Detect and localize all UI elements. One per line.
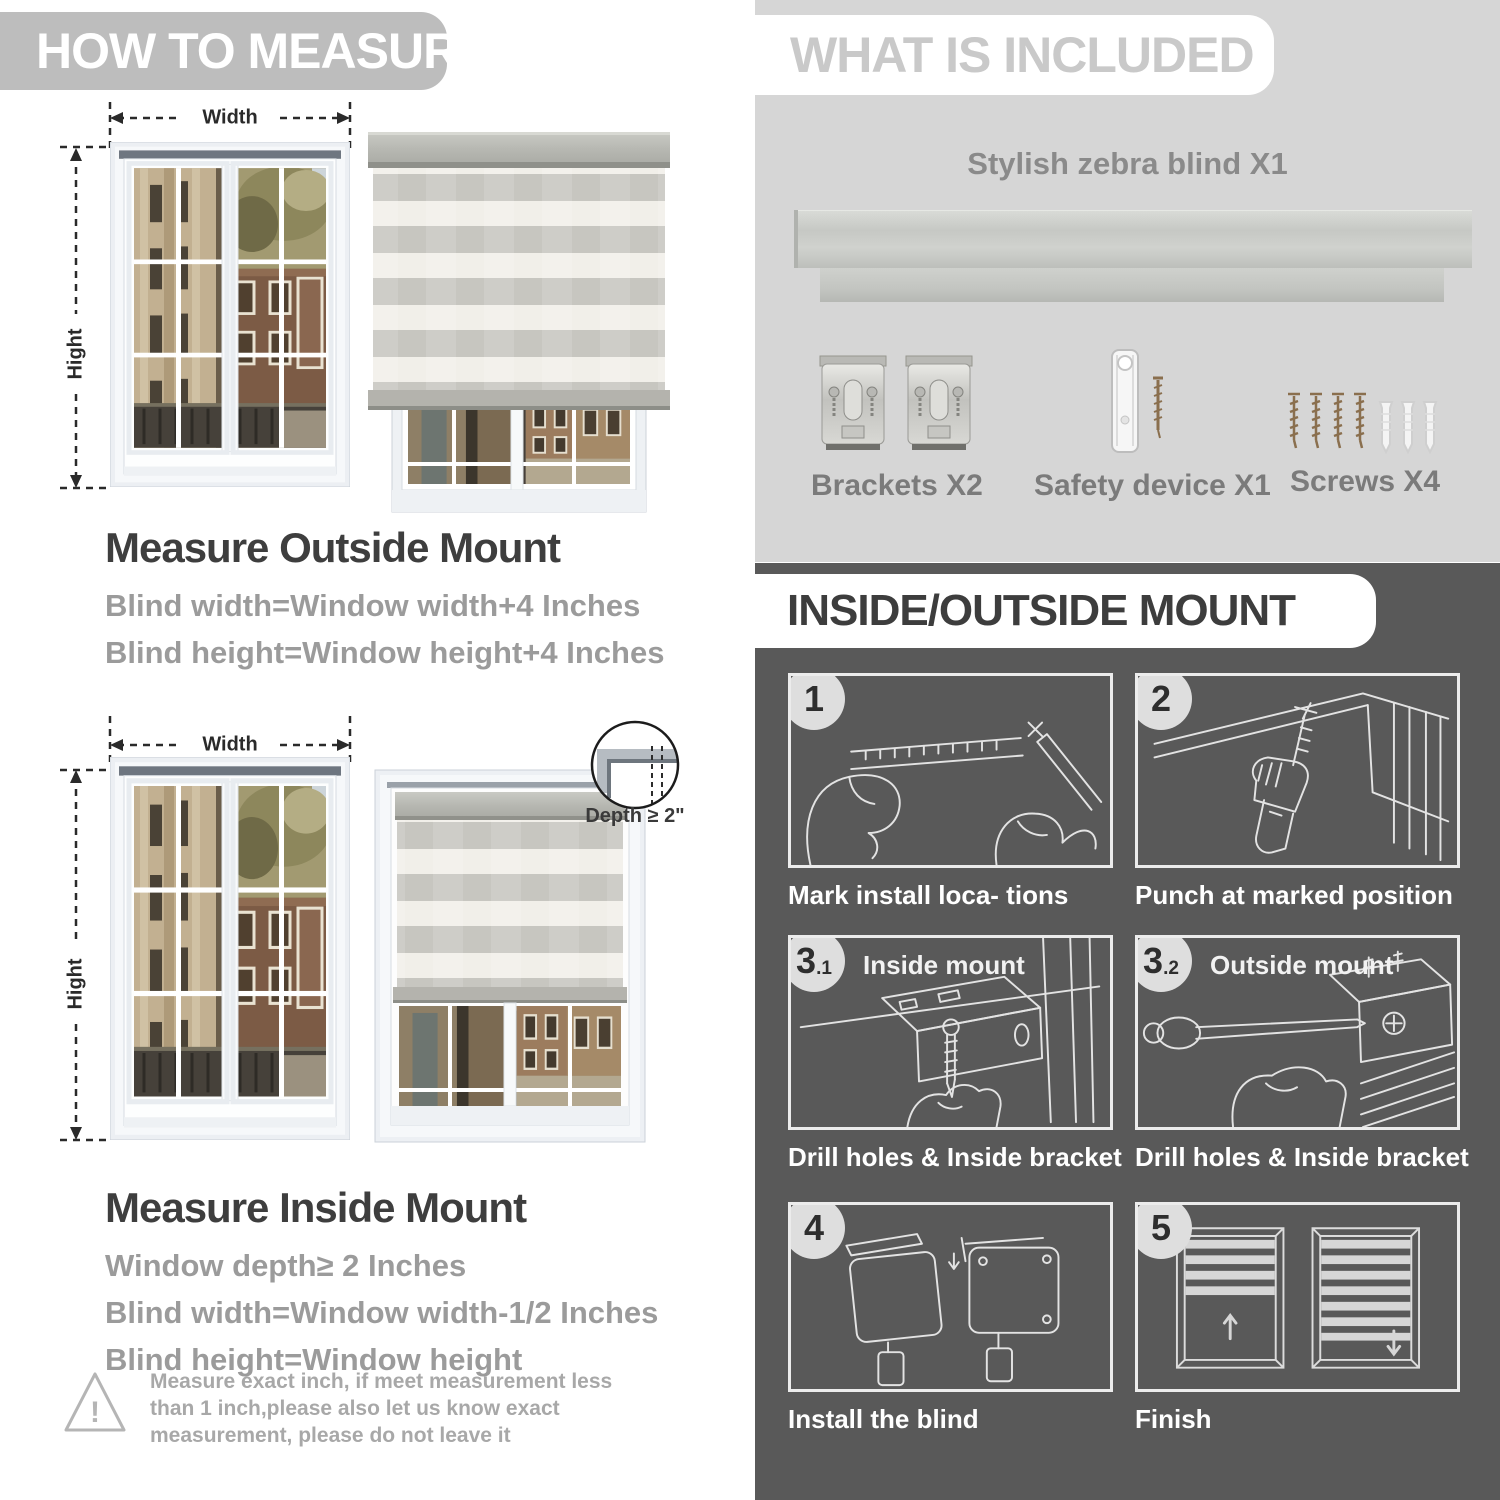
width-label: Width xyxy=(202,733,258,756)
step-3-1 xyxy=(788,935,1122,1173)
step-3-2 xyxy=(1135,935,1469,1173)
inside-mount-rule-depth: Window depth≥ 2 Inches xyxy=(105,1248,467,1283)
width-label: Width xyxy=(202,106,258,129)
safety-device-label: Safety device X1 xyxy=(1034,469,1271,502)
outside-mount-title: Measure Outside Mount xyxy=(105,524,561,571)
inside-mount-title: Measure Inside Mount xyxy=(105,1184,527,1231)
inside-outside-mount-header xyxy=(755,574,1376,648)
height-label: Hight xyxy=(64,328,87,380)
inside-mount-window-figure xyxy=(60,712,370,1148)
step-subnumber: .1 xyxy=(816,957,832,979)
safety-device-icon xyxy=(1074,346,1194,464)
step-3-1-title: Inside mount xyxy=(863,950,1025,980)
inside-outside-mount-panel xyxy=(755,563,1500,1500)
what-is-included-header xyxy=(755,15,1274,95)
step-4-illustration xyxy=(788,1202,1113,1392)
step-5 xyxy=(1135,1202,1460,1435)
screws-icon xyxy=(1280,388,1450,460)
inside-mount-rule-height: Blind height=Window height xyxy=(105,1342,523,1377)
brackets-item xyxy=(811,352,981,503)
step-5-illustration xyxy=(1135,1202,1460,1392)
brackets-icon xyxy=(816,352,976,464)
inside-outside-mount-title: INSIDE/OUTSIDE MOUNT xyxy=(787,586,1296,635)
step-2-caption: Punch at marked position xyxy=(1135,880,1453,910)
step-2 xyxy=(1135,673,1460,911)
outside-mount-blind-figure xyxy=(368,122,670,514)
step-subnumber: .2 xyxy=(1163,957,1179,979)
step-number: 3 xyxy=(1143,940,1164,981)
step-3-2-title: Outside mount xyxy=(1210,950,1394,980)
inside-mount-blind-figure xyxy=(358,718,692,1150)
how-to-measure-header xyxy=(0,12,491,90)
warning-line-1: Measure exact inch, if meet measurement less xyxy=(150,1370,613,1393)
zebra-blind-headrail-image xyxy=(794,210,1472,268)
step-5-caption: Finish xyxy=(1135,1404,1212,1434)
step-2-illustration xyxy=(1135,673,1460,868)
step-3-1-caption: Drill holes & Inside bracket xyxy=(788,1142,1122,1172)
zebra-blind-headrail-fabric xyxy=(820,268,1444,302)
step-3-2-caption: Drill holes & Inside bracket xyxy=(1135,1142,1469,1172)
step-3-2-illustration xyxy=(1135,935,1460,1130)
warning-triangle-icon xyxy=(62,1368,128,1436)
safety-device-item xyxy=(1034,346,1271,503)
step-4 xyxy=(788,1202,1113,1435)
zebra-blind-label: Stylish zebra blind X1 xyxy=(967,146,1288,181)
screws-item xyxy=(1275,388,1455,499)
inside-mount-rule-width: Blind width=Window width-1/2 Inches xyxy=(105,1295,659,1330)
outside-mount-rule-width: Blind width=Window width+4 Inches xyxy=(105,588,641,623)
step-1 xyxy=(788,673,1113,911)
inside-mount-text xyxy=(105,1184,725,1389)
outside-mount-rule-height: Blind height=Window height+4 Inches xyxy=(105,635,665,670)
step-1-illustration xyxy=(788,673,1113,868)
step-1-caption: Mark install loca- tions xyxy=(788,880,1069,910)
brackets-label: Brackets X2 xyxy=(811,469,983,502)
outside-mount-window-figure xyxy=(60,102,370,512)
warning-line-3: measurement, please do not leave it xyxy=(150,1424,511,1447)
how-to-measure-title: HOW TO MEASURE xyxy=(36,23,491,79)
step-4-caption: Install the blind xyxy=(788,1404,979,1434)
depth-label: Depth ≥ 2" xyxy=(585,805,685,827)
warning-line-2: than 1 inch,please also let us know exact xyxy=(150,1397,560,1420)
step-number: 4 xyxy=(803,1207,825,1248)
step-number: 5 xyxy=(1150,1207,1172,1248)
what-is-included-panel xyxy=(755,0,1500,562)
step-number: 3 xyxy=(796,940,817,981)
height-label: Hight xyxy=(64,958,87,1010)
step-number: 2 xyxy=(1150,678,1172,719)
warning-exclamation: ! xyxy=(90,1396,100,1429)
step-3-1-illustration xyxy=(788,935,1113,1130)
measure-warning xyxy=(62,1368,682,1449)
outside-mount-text xyxy=(105,524,725,682)
step-number: 1 xyxy=(803,678,825,719)
screws-label: Screws X4 xyxy=(1289,465,1441,498)
what-is-included-title: WHAT IS INCLUDED xyxy=(790,27,1254,83)
